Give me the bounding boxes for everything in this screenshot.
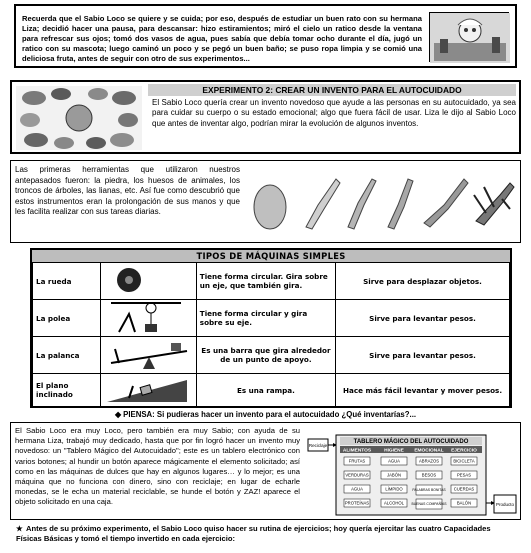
board-button: ABRAZOS <box>418 458 440 464</box>
machine-use: Hace más fácil levantar y mover pesos. <box>336 374 510 407</box>
board-button: BESOS <box>421 472 437 478</box>
board-button: BUENAS COMPAÑÍAS <box>411 502 447 506</box>
star-bullet-icon: ★ <box>16 524 23 533</box>
board-button: LÍMPIDO <box>385 486 403 492</box>
board-title: TABLERO MÁGICO DEL AUTOCUIDADO <box>353 439 469 445</box>
machines-table <box>32 262 510 407</box>
experiment-box <box>10 80 521 154</box>
board-button: AGUA <box>351 486 363 492</box>
machines-table-title: TIPOS DE MÁQUINAS SIMPLES <box>32 250 510 262</box>
story-text: El Sabio Loco era muy Loco, pero también era muy Sabio; con ayuda de su hermana Liza, trabajó muy dedicado, hasta que por fin logró hacer un invento muy novedoso: un "Tablero Mágico del Autocuidado"; este es un tablero electrónico con varios botones; al hundir un botón aparece mágicamente el elemento solicitado; así como en las máquinas de dulces que hay en algunos lugares… y lo mejor; es una máquina que no funciona con dinero, sino con reciclaje; en lugar de echarle monedas, se le echa un material reciclable, se hunde el botón y ZAZ! aparece el objeto solicitado en una caja. <box>15 426 300 507</box>
board-column: EMOCIONAL <box>414 448 444 454</box>
machine-name: La polea <box>33 300 101 337</box>
machine-use: Sirve para levantar pesos. <box>336 300 510 337</box>
tools-text: Las primeras herramientas que utilizaron nuestros antepasados fueron: la piedra, los huesos de animales, los troncos de árboles, las lianas, etc. Así fue como descubrió que estos instrumentos eran la prolongación de sus manos y que les facilita realizar con sus tareas diarias. <box>15 165 240 217</box>
machine-use: Sirve para levantar pesos. <box>336 337 510 374</box>
diamond-bullet-icon: ◆ <box>114 410 124 419</box>
board-button: PALABRAS BONITAS <box>412 488 446 492</box>
lever-illustration <box>100 337 196 374</box>
machine-description: Tiene forma circular. Gira sobre un eje, que también gira. <box>196 263 335 300</box>
experiment-text: El Sabio Loco quería crear un invento novedoso que ayude a las personas en su autocuidado, ya sea para cuidar su cuerpo o su estado emocional; algo que fuera fácil de usar. Liza le dijo al Sabio Loco que antes de inventar algo, podrían mirar la evolución de algunos inventos. <box>152 98 516 128</box>
inventions-collage <box>16 86 142 150</box>
closing-text: Antes de su próximo experimento, el Sabio Loco quiso hacer su rutina de ejercicios; hoy quería ejercitar las cuatro Capacidades Físicas Básicas y tomó el tiempo invertido en cada ejercicio: <box>16 524 491 543</box>
table-row <box>33 337 510 374</box>
experiment-title: EXPERIMENTO 2: CREAR UN INVENTO PARA EL AUTOCUIDADO <box>148 84 516 96</box>
closing-box <box>10 522 521 548</box>
simple-machines-table-box <box>30 248 512 408</box>
intro-text: Recuerda que el Sabio Loco se quiere y se cuida; por eso, después de estudiar un buen rato con su hermana Liza; decidió hacer una pausa, para descansar: hizo estiramientos; miró el cielo un ratico desde la ventana para refrescar sus ojos; tomó dos vasos de agua, pues sabía que debía tomar ocho durante el día, jugó un ratico con su mascota; luego caminó un poco y se pegó un buen baño; se puso ropa limpia y se comió una deliciosa fruta, antes de seguir con otro de sus experimentos... <box>22 14 422 63</box>
board-button: AGUA <box>388 458 400 464</box>
wheel-illustration <box>100 263 196 300</box>
machine-use: Sirve para desplazar objetos. <box>336 263 510 300</box>
question-text: PIENSA: Si pudieras hacer un invento para el autocuidado ¿Qué inventarías?... <box>123 410 417 419</box>
board-button: BICICLETA <box>453 458 475 464</box>
board-button: CUERDAS <box>453 486 475 492</box>
board-column: HIGIENE <box>384 448 404 454</box>
board-button: VERDURAS <box>345 472 369 478</box>
machine-name: El plano inclinado <box>33 374 101 407</box>
board-button: BALÓN <box>456 500 472 506</box>
board-button: JABÓN <box>387 472 401 478</box>
table-row <box>33 374 510 407</box>
machine-description: Es una barra que gira alrededor de un punto de apoyo. <box>196 337 335 374</box>
board-output-label: Producto <box>495 502 515 507</box>
intro-box <box>14 4 517 68</box>
table-row <box>33 263 510 300</box>
magic-board-illustration <box>306 433 518 517</box>
board-button: PROTEÍNAS <box>344 500 370 506</box>
story-box <box>10 422 521 520</box>
inclined-plane-illustration <box>100 374 196 407</box>
board-button: FRUTAS <box>348 458 366 464</box>
scientist-illustration <box>429 12 509 62</box>
machine-name: La rueda <box>33 263 101 300</box>
machine-name: La palanca <box>33 337 101 374</box>
board-input-label: Reciclaje <box>308 443 328 448</box>
board-button: PESAS <box>457 472 471 478</box>
machine-description: Tiene forma circular y gira sobre su eje. <box>196 300 335 337</box>
question-box <box>10 410 521 422</box>
board-column: ALIMENTOS <box>342 448 372 454</box>
board-button: ALCOHOL <box>383 500 405 506</box>
tools-box <box>10 160 521 243</box>
machine-description: Es una rampa. <box>196 374 335 407</box>
pulley-illustration <box>100 300 196 337</box>
tools-evolution-illustration <box>248 165 518 239</box>
board-column: EJERCICIO <box>451 448 477 454</box>
table-row <box>33 300 510 337</box>
